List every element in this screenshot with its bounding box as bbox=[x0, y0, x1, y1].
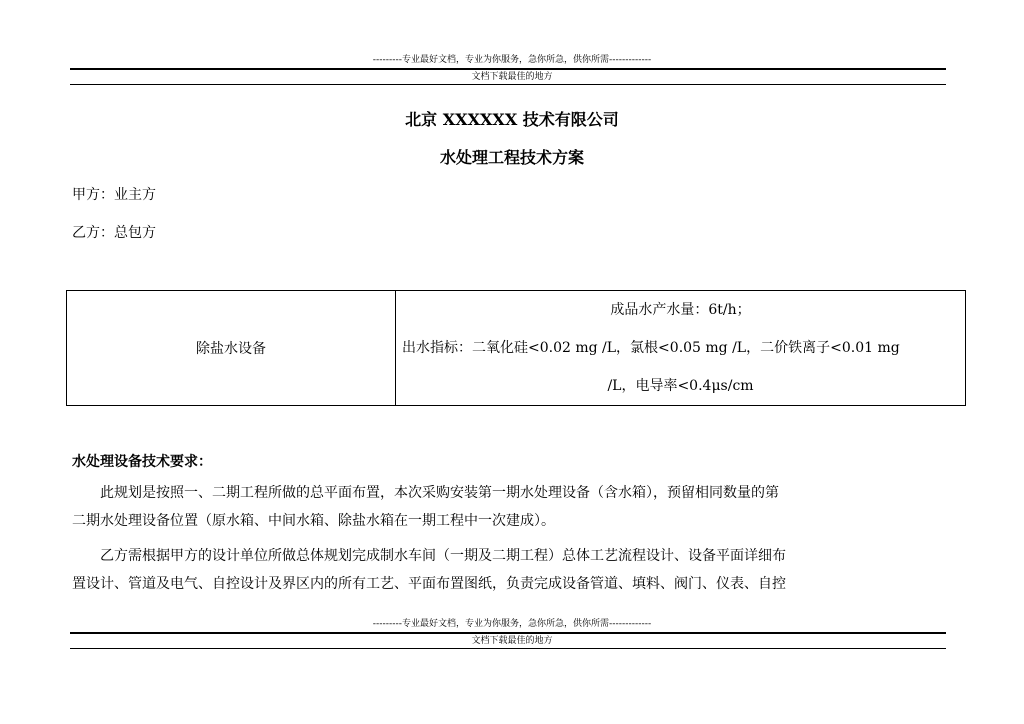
document-title: 水处理工程技术方案 bbox=[439, 148, 584, 167]
party-b: 乙方：总包方 bbox=[72, 225, 156, 241]
header-subline: 文档下载最佳的地方 bbox=[471, 72, 553, 82]
footer-subline: 文档下载最佳的地方 bbox=[471, 636, 553, 646]
paragraph-2-line: 置设计、管道及电气、自控设计及界区内的所有工艺、平面布置图纸，负责完成设备管道、填料、阀门、仪表、自控 bbox=[72, 576, 786, 592]
spec-table-row bbox=[67, 291, 966, 406]
footer-rule-top bbox=[70, 632, 946, 634]
paragraph-1-line: 此规划是按照一、二期工程所做的总平面布置，本次采购安装第一期水处理设备（含水箱），预留相同数量的第 bbox=[100, 485, 779, 501]
party-a: 甲方：业主方 bbox=[72, 187, 156, 203]
paragraph-1-line: 二期水处理设备位置（原水箱、中间水箱、除盐水箱在一期工程中一次建成）。 bbox=[72, 513, 555, 529]
footer-slogan: ---------专业最好文档，专业为你服务，急你所急，供你所需------------- bbox=[372, 619, 652, 629]
spec-line-indicators: 出水指标：二氧化硅<0.02 mg /L，氯根<0.05 mg /L，二价铁离子<0.01 mg bbox=[402, 340, 900, 356]
spec-line-conductivity: /L，电导率<0.4μs/cm bbox=[607, 378, 754, 394]
equipment-name: 除盐水设备 bbox=[196, 341, 266, 357]
company-title: 北京 XXXXXX 技术有限公司 bbox=[405, 110, 619, 129]
footer-rule-bottom bbox=[70, 648, 946, 649]
requirements-heading: 水处理设备技术要求： bbox=[72, 454, 212, 470]
equipment-cell bbox=[67, 291, 396, 406]
header-rule-bottom bbox=[70, 84, 946, 85]
paragraph-1 bbox=[72, 479, 948, 535]
header-rule-top bbox=[70, 68, 946, 70]
paragraph-2-line: 乙方需根据甲方的设计单位所做总体规划完成制水车间（一期及二期工程）总体工艺流程设计、设备平面详细布 bbox=[100, 548, 786, 564]
paragraph-2 bbox=[72, 542, 948, 598]
header-slogan: ---------专业最好文档，专业为你服务，急你所急，供你所需------------- bbox=[372, 55, 652, 65]
spec-table bbox=[66, 290, 966, 406]
spec-line-capacity: 成品水产水量：6t/h； bbox=[610, 302, 751, 318]
spec-cell bbox=[396, 291, 966, 406]
